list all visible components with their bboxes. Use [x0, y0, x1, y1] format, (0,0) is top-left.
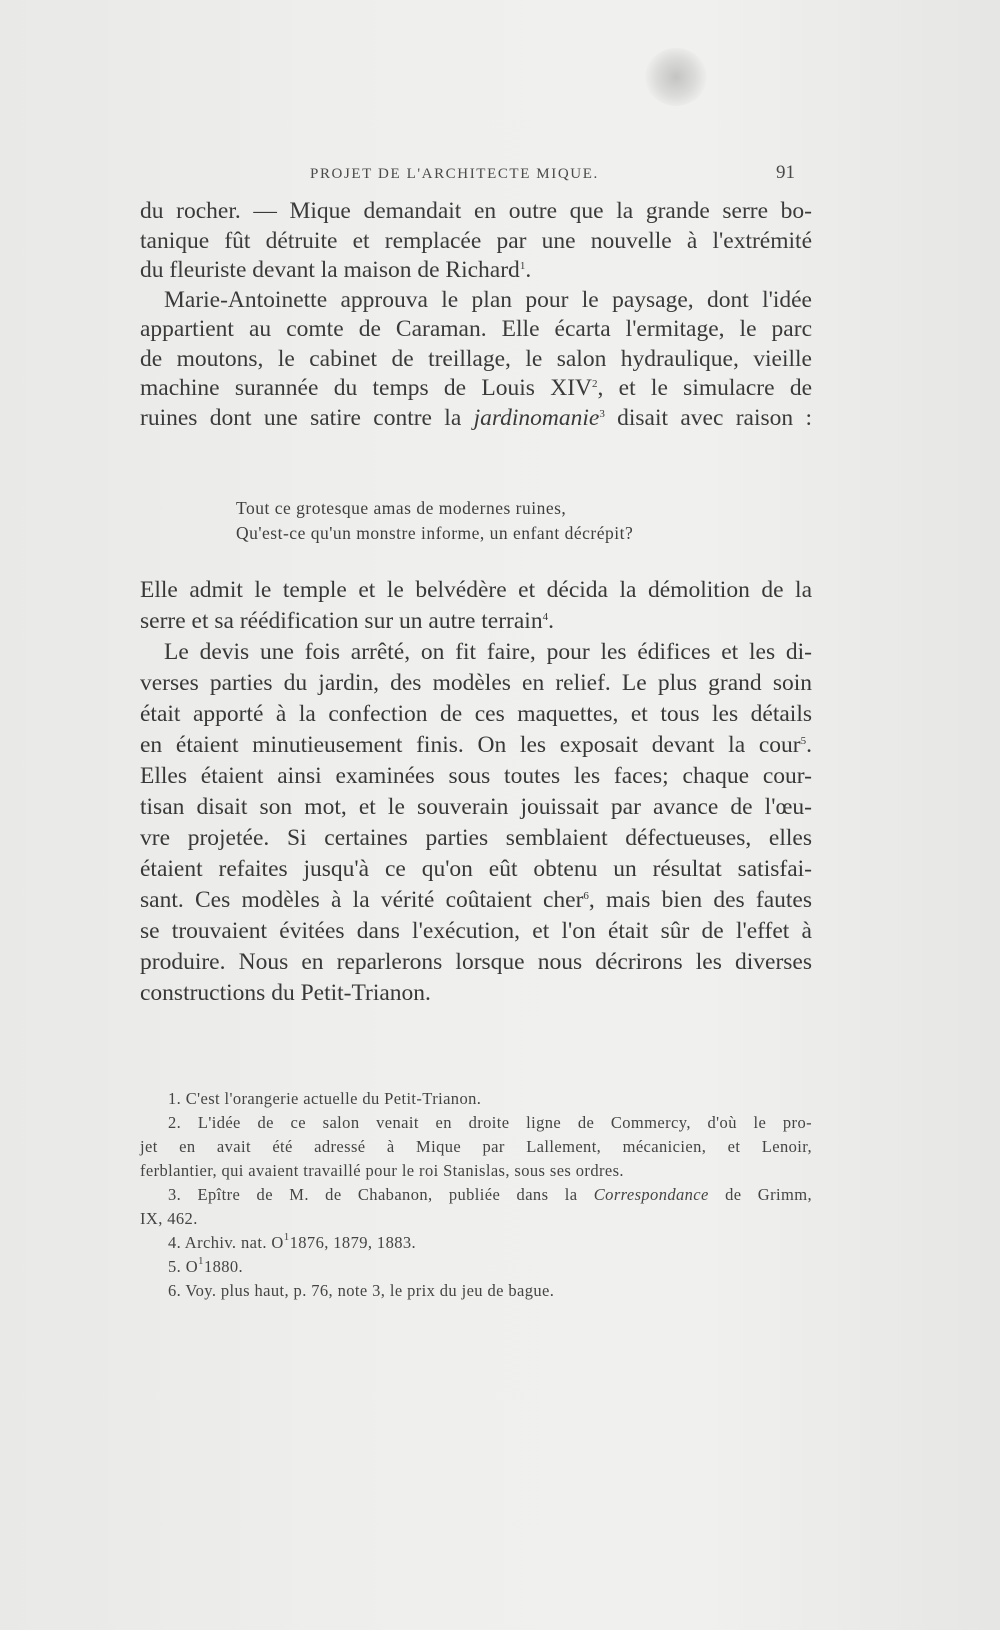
text-line: tanique fût détruite et remplacée par une nouvelle à l'extrémité [140, 227, 812, 254]
text-line: était apporté à la confection de ces maquettes, et tous les détails [140, 701, 812, 727]
running-head: PROJET DE L'ARCHITECTE MIQUE. [310, 166, 599, 182]
text-line: serre et sa réédification sur un autre terrain$^4$. [140, 608, 554, 634]
quote-line: Tout ce grotesque amas de modernes ruines, [236, 498, 567, 518]
footnote-ref: 4 [542, 611, 549, 623]
page-header [140, 162, 795, 188]
text-line: constructions du Petit-Trianon. [140, 980, 431, 1006]
text-line: produire. Nous en reparlerons lorsque nous décrirons les diverses [140, 949, 812, 975]
footnote: 2. L'idée de ce salon venait en droite ligne de Commercy, d'où le pro- [168, 1113, 812, 1132]
footnote: 1. C'est l'orangerie actuelle du Petit-Trianon. [168, 1089, 482, 1108]
text-line: appartient au comte de Caraman. Elle écarta l'ermitage, le parc [140, 316, 812, 342]
footnote-ref: 5 [800, 735, 807, 747]
text-line: vre projetée. Si certaines parties semblaient défectueuses, elles [140, 825, 812, 851]
footnote-ref: 3 [599, 407, 605, 420]
text-line: machine surannée du temps de Louis XIV$^2$, et le simulacre de [140, 375, 812, 401]
footnote-ref: 1 [519, 260, 526, 272]
text-line: Elle admit le temple et le belvédère et décida la démolition de la [140, 577, 812, 603]
text-line: tisan disait son mot, et le souverain jouissait par avance de l'œu- [140, 794, 812, 820]
footnote: 6. Voy. plus haut, p. 76, note 3, le prix du jeu de bague. [168, 1281, 555, 1300]
text-line: verses parties du jardin, des modèles en relief. Le plus grand soin [140, 670, 812, 696]
text-line: Marie-Antoinette approuva le plan pour le paysage, dont l'idée [164, 286, 812, 313]
text-line: de moutons, le cabinet de treillage, le salon hydraulique, vieille [140, 345, 812, 372]
footnote: 3. Epître de M. de Chabanon, publiée dans la Correspondance de Grimm, [168, 1185, 812, 1204]
footnote: ferblantier, qui avaient travaillé pour le roi Stanislas, sous ses ordres. [140, 1161, 624, 1180]
page-number: 91 [776, 162, 795, 183]
text-line: étaient refaites jusqu'à ce qu'on eût obtenu un résultat satisfai- [140, 856, 812, 882]
footnote: 5. $O^11880$. [168, 1255, 244, 1276]
text-line: Le devis une fois arrêté, on fit faire, pour les édifices et les di- [164, 639, 812, 665]
body-paragraphs-2 [140, 575, 812, 1009]
ink-smudge [645, 48, 707, 106]
text-line: Elles étaient ainsi examinées sous toutes les faces; chaque cour- [140, 763, 812, 789]
text-line: du fleuriste devant la maison de Richard$^1$. [140, 257, 532, 283]
text-line: en étaient minutieusement finis. On les exposait devant la cour$^5$. [140, 732, 812, 758]
footnotes [140, 1087, 812, 1303]
text-line: se trouvaient évitées dans l'exécution, et l'on était sûr de l'effet à [140, 918, 812, 944]
footnote: IX, 462. [140, 1209, 198, 1228]
italic-term: jardinomanie [473, 404, 600, 431]
body-paragraphs-1 [140, 197, 812, 433]
footnote: 4. Archiv. nat. $O^11876$, 1879, 1883. [168, 1231, 417, 1252]
quote-line: Qu'est-ce qu'un monstre informe, un enfant décrépit? [236, 523, 634, 543]
text-line: sant. Ces modèles à la vérité coûtaient cher$^6$, mais bien des fautes [140, 887, 813, 913]
text-line: du rocher. — Mique demandait en outre que la grande serre bo- [140, 198, 812, 224]
footnote: jet en avait été adressé à Mique par Lallement, mécanicien, et Lenoir, [140, 1137, 812, 1156]
footnote-ref: 6 [583, 890, 589, 902]
text-line: ruines dont une satire contre la jardinomanie$^3$ disait avec raison : [140, 404, 812, 431]
verse-quote [236, 496, 736, 546]
footnote-ref: 2 [592, 378, 598, 390]
